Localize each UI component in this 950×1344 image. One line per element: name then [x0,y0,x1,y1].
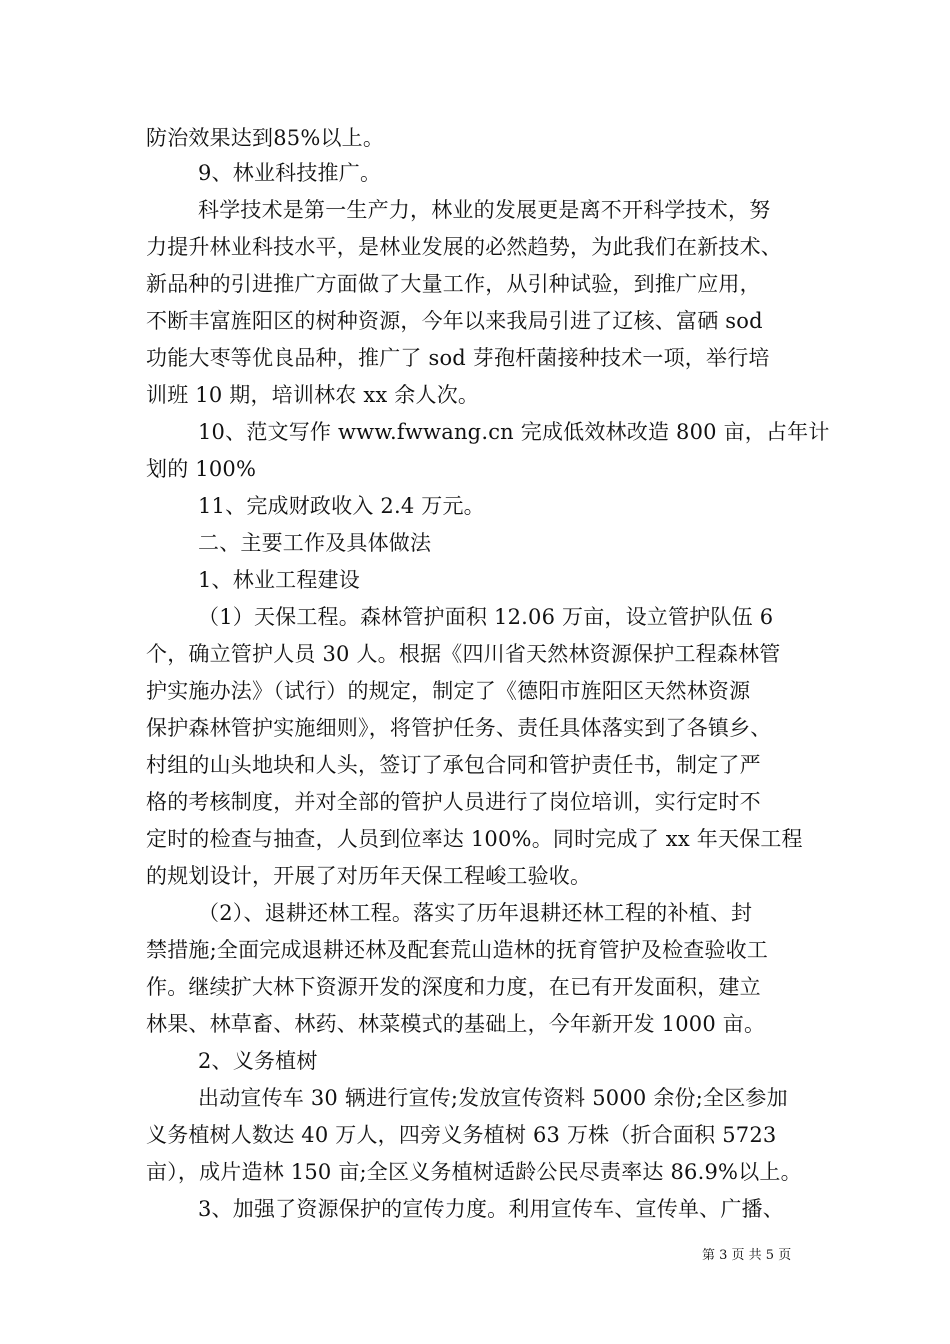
section-heading: 2、义务植树 [198,1049,318,1073]
text-line: 力提升林业科技水平，是林业发展的必然趋势，为此我们在新技术、 [146,235,782,259]
text-line: 出动宣传车 30 辆进行宣传;发放宣传资料 5000 余份;全区参加 [198,1086,788,1110]
text-line: 亩），成片造林 150 亩;全区义务植树适龄公民尽责率达 86.9%以上。 [146,1160,802,1184]
text-line: 3、加强了资源保护的宣传力度。利用宣传车、宣传单、广播、 [198,1197,784,1221]
text-line: 训班 10 期，培训林农 xx 余人次。 [146,383,480,407]
text-line: 的规划设计，开展了对历年天保工程峻工验收。 [146,864,592,888]
section-heading: 9、林业科技推广。 [198,161,382,185]
text-line: 作。继续扩大林下资源开发的深度和力度，在已有开发面积，建立 [146,975,761,999]
text-line: 定时的检查与抽查，人员到位率达 100%。同时完成了 xx 年天保工程 [146,827,803,851]
text-line: 新品种的引进推广方面做了大量工作，从引种试验，到推广应用， [146,272,761,296]
text-line: 格的考核制度，并对全部的管护人员进行了岗位培训，实行定时不 [146,790,761,814]
text-line: 不断丰富旌阳区的树种资源，今年以来我局引进了辽核、富硒 sod [146,309,763,333]
text-line: 功能大枣等优良品种，推广了 sod 芽孢杆菌接种技术一项，举行培 [146,346,770,370]
text-line: 10、范文写作 www.fwwang.cn 完成低效林改造 800 亩，占年计 [198,420,830,444]
text-line: 护实施办法》（试行）的规定，制定了《德阳市旌阳区天然林资源 [146,679,751,703]
text-line: 保护森林管护实施细则》，将管护任务、责任具体落实到了各镇乡、 [146,716,772,740]
text-line: 科学技术是第一生产力，林业的发展更是离不开科学技术，努 [198,198,771,222]
text-line: （2）、退耕还林工程。落实了历年退耕还林工程的补植、封 [198,901,753,925]
section-heading: 二、主要工作及具体做法 [198,531,432,555]
text-line: 村组的山头地块和人头，签订了承包合同和管护责任书，制定了严 [146,753,761,777]
section-heading: 1、林业工程建设 [198,568,360,592]
text-line: 11、完成财政收入 2.4 万元。 [198,494,485,518]
text-line: 林果、林草畜、林药、林菜模式的基础上，今年新开发 1000 亩。 [146,1012,766,1036]
text-line: 个，确立管护人员 30 人。根据《四川省天然林资源保护工程森林管 [146,642,781,666]
page-number: 第 3 页 共 5 页 [702,1248,792,1263]
text-line: 划的 100% [146,457,257,481]
text-line: （1）天保工程。森林管护面积 12.06 万亩，设立管护队伍 6 [198,605,774,629]
text-line: 禁措施;全面完成退耕还林及配套荒山造林的抚育管护及检查验收工 [146,938,769,962]
text-line: 防治效果达到85%以上。 [146,126,385,150]
text-line: 义务植树人数达 40 万人，四旁义务植树 63 万株（折合面积 5723 [146,1123,777,1147]
